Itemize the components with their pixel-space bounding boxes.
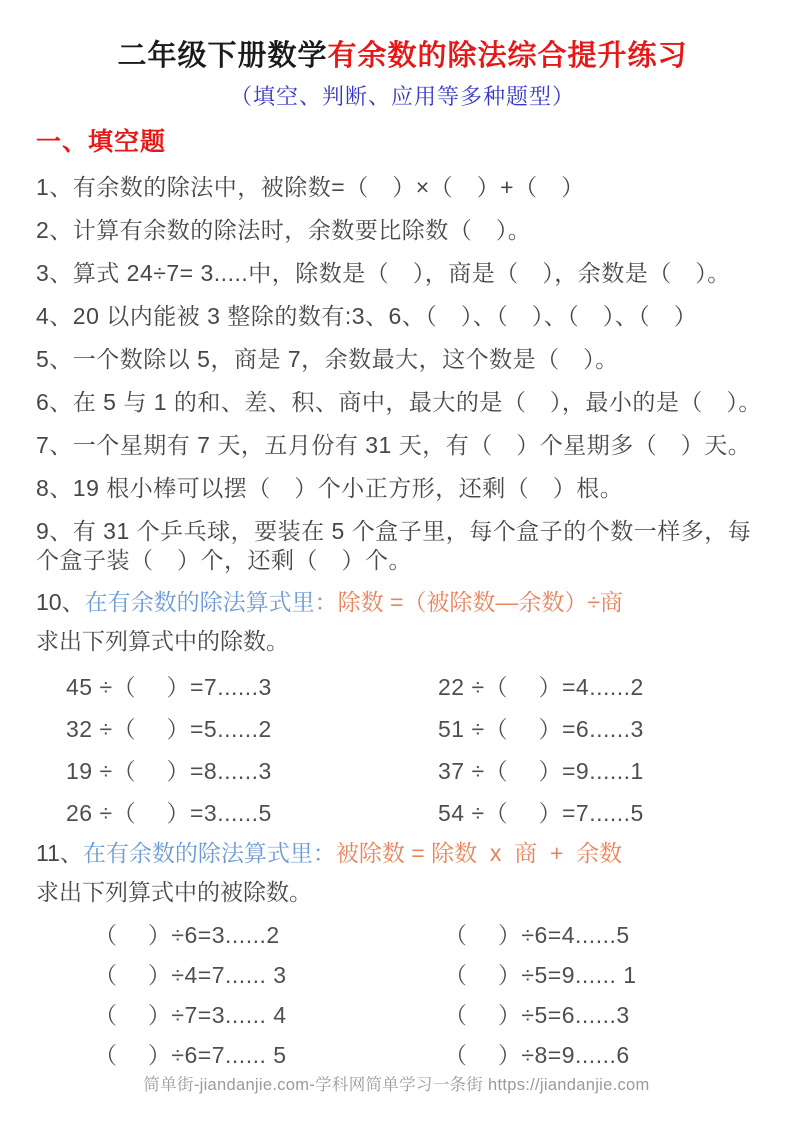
equation-blank-divisor: 32 ÷（ ）=5......2 bbox=[66, 715, 272, 742]
question-10-formula: 除数 =（被除数—余数）÷商 bbox=[337, 589, 624, 615]
question-item-11-header bbox=[36, 838, 769, 868]
question-item-10-header bbox=[36, 587, 769, 617]
equation-row bbox=[36, 953, 769, 993]
question-11-intro: 在有余数的除法算式里： bbox=[82, 840, 336, 866]
question-10-number: 10、 bbox=[36, 589, 85, 615]
question-10-intro: 在有余数的除法算式里： bbox=[84, 589, 338, 615]
question-item-9: 9、有 31 个乒乓球，要装在 5 个盒子里，每个盒子的个数一样多，每个盒子装（ ）个，还剩（ ）个。 bbox=[36, 518, 752, 573]
equation-row bbox=[36, 664, 769, 706]
equation-blank-divisor: 19 ÷（ ）=8......3 bbox=[66, 757, 272, 784]
question-item-5: 5、一个数除以 5，商是 7，余数最大，这个数是（ ）。 bbox=[36, 346, 619, 372]
question-11-formula: 被除数 = 除数 x 商 + 余数 bbox=[335, 840, 623, 866]
equation-blank-divisor: 26 ÷（ ）=3......5 bbox=[66, 799, 272, 826]
question-item-4: 4、20 以内能被 3 整除的数有:3、6、（ ）、（ ）、（ ）、（ ） bbox=[36, 303, 698, 329]
question-11-number: 11、 bbox=[36, 840, 83, 866]
section-heading-fill-blank: 一、填空题 bbox=[36, 128, 167, 156]
equation-row bbox=[36, 706, 769, 748]
title-black-part: 二年级下册数学 bbox=[117, 40, 328, 72]
equation-blank-dividend: （ ）÷5=9...... 1 bbox=[444, 961, 637, 988]
equation-row bbox=[36, 993, 769, 1033]
equation-blank-divisor: 37 ÷（ ）=9......1 bbox=[438, 757, 644, 784]
equation-blank-divisor: 51 ÷（ ）=6......3 bbox=[438, 715, 644, 742]
question-item-7: 7、一个星期有 7 天，五月份有 31 天，有（ ）个星期多（ ）天。 bbox=[36, 432, 752, 458]
equation-blank-divisor: 22 ÷（ ）=4......2 bbox=[438, 673, 644, 700]
equation-blank-dividend: （ ）÷7=3...... 4 bbox=[94, 1001, 287, 1028]
question-11-equations bbox=[36, 913, 769, 1073]
equation-blank-dividend: （ ）÷6=3......2 bbox=[94, 921, 280, 948]
title-red-part: 有余数的除法综合提升练习 bbox=[327, 40, 688, 72]
equation-blank-divisor: 45 ÷（ ）=7......3 bbox=[66, 673, 272, 700]
equation-row bbox=[36, 748, 769, 790]
equation-blank-divisor: 54 ÷（ ）=7......5 bbox=[438, 799, 644, 826]
question-item-1: 1、有余数的除法中，被除数=（ ）×（ ）+（ ） bbox=[36, 174, 585, 200]
page-title bbox=[36, 36, 769, 76]
question-item-2: 2、计算有余数的除法时，余数要比除数（ ）。 bbox=[36, 217, 532, 243]
equation-blank-dividend: （ ）÷8=9......6 bbox=[444, 1041, 630, 1068]
equation-row bbox=[36, 1033, 769, 1073]
footer-watermark: 简单街-jiandanjie.com-学科网简单学习一条街 https://jiandanjie.com bbox=[143, 1076, 650, 1094]
equation-blank-dividend: （ ）÷4=7...... 3 bbox=[94, 961, 287, 988]
question-11-instruction: 求出下列算式中的被除数。 bbox=[36, 879, 312, 905]
equation-blank-dividend: （ ）÷6=7...... 5 bbox=[94, 1041, 287, 1068]
question-item-8: 8、19 根小棒可以摆（ ）个小正方形，还剩（ ）根。 bbox=[36, 475, 624, 501]
equation-row bbox=[36, 790, 769, 832]
page-subtitle: （填空、判断、应用等多种题型） bbox=[229, 84, 575, 109]
equation-blank-dividend: （ ）÷5=6......3 bbox=[444, 1001, 630, 1028]
equation-blank-dividend: （ ）÷6=4......5 bbox=[444, 921, 630, 948]
equation-row bbox=[36, 913, 769, 953]
question-10-equations bbox=[36, 664, 769, 832]
question-item-6: 6、在 5 与 1 的和、差、积、商中，最大的是（ ），最小的是（ ）。 bbox=[36, 389, 762, 415]
question-10-instruction: 求出下列算式中的除数。 bbox=[36, 628, 289, 654]
question-item-3: 3、算式 24÷7= 3.....中，除数是（ ），商是（ ），余数是（ ）。 bbox=[36, 260, 731, 286]
